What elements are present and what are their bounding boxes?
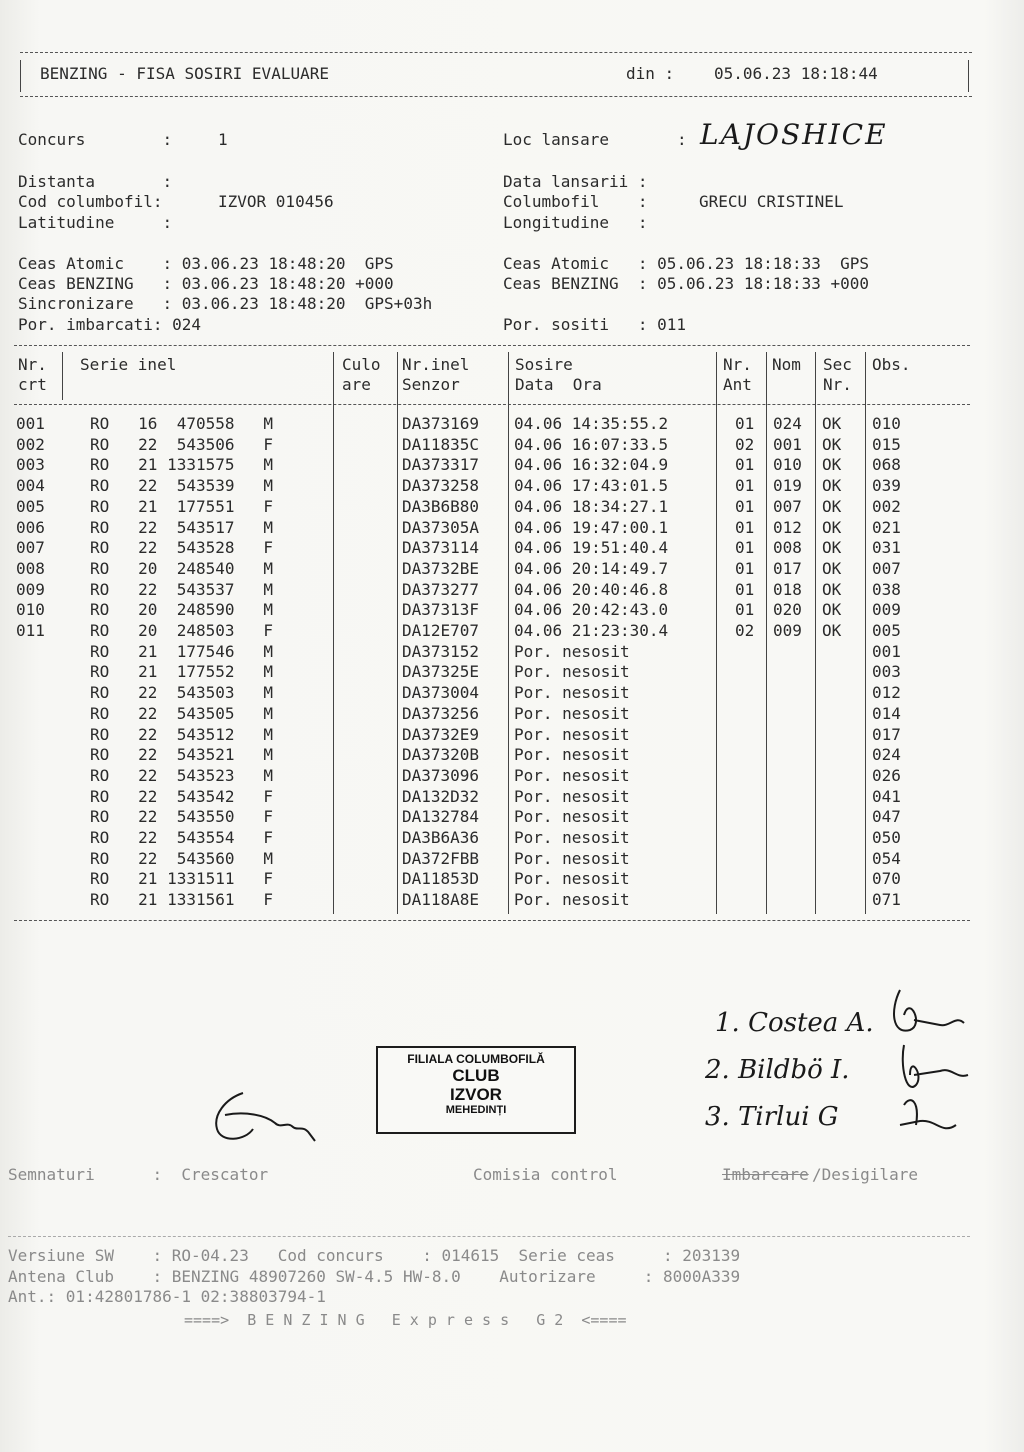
row-senzor: DA373317 xyxy=(402,455,480,475)
row-senzor: DA373096 xyxy=(402,765,480,785)
row-sec: OK xyxy=(822,600,842,620)
col-divider-nr xyxy=(62,352,63,400)
row-nr: 011 xyxy=(16,621,45,640)
table-row xyxy=(0,518,1024,539)
row-nom: 007 xyxy=(773,496,802,516)
row-sosire: Por. nesosit xyxy=(514,828,630,847)
concurs-value: 1 xyxy=(218,130,228,149)
latitudine-label: Latitudine : xyxy=(18,213,173,232)
row-nr: 009 xyxy=(16,579,45,599)
comisia-control: Comisia control xyxy=(473,1165,618,1184)
row-serie-inel: RO 21 177552 M xyxy=(90,662,274,682)
row-senzor: DA37313F xyxy=(402,600,480,620)
row-obs: 070 xyxy=(872,869,901,889)
versiune-sw-line: Versiune SW : RO-04.23 Cod concurs : 014615 Serie ceas : 203139 xyxy=(8,1246,741,1265)
row-obs: 054 xyxy=(872,848,901,868)
row-sec: OK xyxy=(822,455,842,475)
row-senzor: DA3B6B80 xyxy=(402,496,480,516)
row-nr: 006 xyxy=(16,517,45,537)
header-nom: Nom xyxy=(772,355,801,374)
document-title: BENZING - FISA SOSIRI EVALUARE xyxy=(40,64,329,83)
table-row xyxy=(0,828,1024,849)
row-nom: 019 xyxy=(773,476,802,496)
header-obs: Obs. xyxy=(872,355,911,374)
longitudine-label: Longitudine : xyxy=(503,213,648,232)
row-serie-inel: RO 22 543528 F xyxy=(90,538,274,558)
row-nom: 012 xyxy=(773,517,802,537)
row-sosire: 04.06 19:51:40.4 xyxy=(514,538,669,558)
row-serie-inel: RO 22 543506 F xyxy=(90,434,274,454)
stamp-line-filiala: FILIALA COLUMBOFILĂ xyxy=(407,1052,545,1066)
row-sosire: 04.06 16:07:33.5 xyxy=(514,434,669,454)
porumbei-sositi: Por. sositi : 011 xyxy=(503,315,687,334)
columbofil-label: Columbofil : xyxy=(503,192,648,211)
table-row xyxy=(0,435,1024,456)
row-serie-inel: RO 21 1331561 F xyxy=(90,890,274,910)
row-nom: 008 xyxy=(773,538,802,558)
row-nr-ant: 01 xyxy=(735,538,755,558)
row-senzor: DA37320B xyxy=(402,745,480,765)
row-serie-inel: RO 22 543539 M xyxy=(90,476,274,496)
row-obs: 007 xyxy=(872,558,901,578)
row-obs: 038 xyxy=(872,579,901,599)
row-nr-ant: 02 xyxy=(735,621,755,640)
row-sosire: Por. nesosit xyxy=(514,662,630,682)
row-nom: 001 xyxy=(773,434,802,454)
row-sec: OK xyxy=(822,621,842,640)
header-ant: Ant xyxy=(723,375,752,394)
row-sosire: Por. nesosit xyxy=(514,703,630,723)
row-serie-inel: RO 16 470558 M xyxy=(90,414,274,433)
row-serie-inel: RO 22 543542 F xyxy=(90,786,274,806)
row-senzor: DA12E707 xyxy=(402,621,480,640)
ceas-atomic-end: Ceas Atomic : 05.06.23 18:18:33 GPS xyxy=(503,254,870,273)
row-obs: 003 xyxy=(872,662,901,682)
row-sosire: 04.06 14:35:55.2 xyxy=(514,414,669,433)
row-sosire: 04.06 21:23:30.4 xyxy=(514,621,669,640)
table-row xyxy=(0,455,1024,476)
table-bottom-border xyxy=(14,920,970,921)
row-senzor: DA373114 xyxy=(402,538,480,558)
row-senzor: DA37305A xyxy=(402,517,480,537)
row-nr: 004 xyxy=(16,476,45,496)
row-nr-ant: 01 xyxy=(735,579,755,599)
row-sosire: 04.06 20:40:46.8 xyxy=(514,579,669,599)
row-senzor: DA372FBB xyxy=(402,848,480,868)
loc-lansare-label: Loc lansare xyxy=(503,130,609,149)
row-sosire: 04.06 19:47:00.1 xyxy=(514,517,669,537)
row-nr-ant: 01 xyxy=(735,476,755,496)
row-sosire: Por. nesosit xyxy=(514,745,630,765)
ceas-benzing-end: Ceas BENZING : 05.06.23 18:18:33 +000 xyxy=(503,274,870,293)
footer-divider xyxy=(8,1236,970,1237)
row-senzor: DA373277 xyxy=(402,579,480,599)
row-obs: 021 xyxy=(872,517,901,537)
row-serie-inel: RO 21 177546 M xyxy=(90,641,274,661)
header-sosire: Sosire xyxy=(515,355,573,374)
header-data-ora: Data Ora xyxy=(515,375,602,394)
table-top-border xyxy=(14,345,970,346)
row-sosire: 04.06 16:32:04.9 xyxy=(514,455,669,475)
row-sec: OK xyxy=(822,496,842,516)
row-sosire: 04.06 18:34:27.1 xyxy=(514,496,669,516)
header-serie-inel: Serie inel xyxy=(80,355,177,374)
row-serie-inel: RO 21 177551 F xyxy=(90,496,274,516)
row-nr: 003 xyxy=(16,455,45,475)
row-nom: 020 xyxy=(773,600,802,620)
row-serie-inel: RO 22 543523 M xyxy=(90,765,274,785)
table-row xyxy=(0,414,1024,435)
row-senzor: DA11835C xyxy=(402,434,480,454)
row-sec: OK xyxy=(822,414,842,433)
row-obs: 041 xyxy=(872,786,901,806)
header-nr-ant: Nr. xyxy=(723,355,752,374)
row-senzor: DA132784 xyxy=(402,807,480,827)
stamp-line-club: CLUB xyxy=(452,1066,500,1085)
stamp-line-izvor: IZVOR xyxy=(450,1085,502,1104)
table-row xyxy=(0,766,1024,787)
benzing-express-brand: ====> B E N Z I N G E x p r e s s G 2 <==== xyxy=(184,1311,627,1329)
header-nr: Nr. xyxy=(18,355,47,374)
columbofil-value: GRECU CRISTINEL xyxy=(699,192,844,211)
row-obs: 047 xyxy=(872,807,901,827)
table-row xyxy=(0,580,1024,601)
row-obs: 014 xyxy=(872,703,901,723)
row-senzor: DA132D32 xyxy=(402,786,480,806)
header-nr-inel: Nr.inel xyxy=(402,355,470,374)
header-date-value: 05.06.23 18:18:44 xyxy=(714,64,878,83)
row-sosire: Por. nesosit xyxy=(514,786,630,806)
commission-initials-scribble xyxy=(880,975,980,1155)
table-row xyxy=(0,890,1024,911)
header-top-border xyxy=(20,52,972,53)
row-senzor: DA373004 xyxy=(402,683,480,703)
row-nr-ant: 01 xyxy=(735,455,755,475)
row-nom: 010 xyxy=(773,455,802,475)
row-serie-inel: RO 20 248540 M xyxy=(90,558,274,578)
cod-columbofil-value: IZVOR 010456 xyxy=(218,192,334,211)
row-obs: 017 xyxy=(872,724,901,744)
table-row xyxy=(0,704,1024,725)
row-obs: 001 xyxy=(872,641,901,661)
row-serie-inel: RO 21 1331575 M xyxy=(90,455,274,475)
row-senzor: DA373169 xyxy=(402,414,480,433)
row-nr-ant: 01 xyxy=(735,517,755,537)
row-sosire: Por. nesosit xyxy=(514,807,630,827)
row-obs: 009 xyxy=(872,600,901,620)
row-serie-inel: RO 22 543521 M xyxy=(90,745,274,765)
table-row xyxy=(0,476,1024,497)
table-row xyxy=(0,787,1024,808)
row-serie-inel: RO 22 543550 F xyxy=(90,807,274,827)
desigilare: /Desigilare xyxy=(812,1165,918,1184)
row-nom: 024 xyxy=(773,414,802,433)
row-senzor: DA373152 xyxy=(402,641,480,661)
row-nr: 010 xyxy=(16,600,45,620)
header-left-border xyxy=(20,60,21,92)
row-senzor: DA11853D xyxy=(402,869,480,889)
row-nr-ant: 01 xyxy=(735,600,755,620)
data-lansarii-label: Data lansarii : xyxy=(503,172,648,191)
row-serie-inel: RO 22 543517 M xyxy=(90,517,274,537)
row-serie-inel: RO 20 248590 M xyxy=(90,600,274,620)
row-obs: 012 xyxy=(872,683,901,703)
row-obs: 071 xyxy=(872,890,901,910)
header-sec: Sec xyxy=(823,355,852,374)
row-nr-ant: 01 xyxy=(735,414,755,433)
row-obs: 015 xyxy=(872,434,901,454)
imbarcare-struck: Imbarcare xyxy=(722,1165,809,1184)
commission-signature-1: 1. Costea A. xyxy=(715,1008,874,1038)
loc-lansare-handwritten: LAJOSHICE xyxy=(700,118,888,151)
row-senzor: DA373256 xyxy=(402,703,480,723)
stamp-line-mehedinti: MEHEDINȚI xyxy=(445,1104,507,1116)
row-sec: OK xyxy=(822,434,842,454)
ceas-benzing-start: Ceas BENZING : 03.06.23 18:48:20 +000 xyxy=(18,274,394,293)
ceas-atomic-start: Ceas Atomic : 03.06.23 18:48:20 GPS xyxy=(18,254,394,273)
row-nom: 017 xyxy=(773,558,802,578)
crescator-signature xyxy=(205,1085,320,1155)
row-nom: 018 xyxy=(773,579,802,599)
row-senzor: DA118A8E xyxy=(402,890,480,910)
table-row xyxy=(0,807,1024,828)
row-obs: 026 xyxy=(872,765,901,785)
table-row xyxy=(0,538,1024,559)
row-sosire: Por. nesosit xyxy=(514,890,630,910)
table-row xyxy=(0,497,1024,518)
antena-club-line: Antena Club : BENZING 48907260 SW-4.5 HW-8.0 Autorizare : 8000A339 xyxy=(8,1267,741,1286)
row-nr: 007 xyxy=(16,538,45,558)
row-nr-ant: 02 xyxy=(735,434,755,454)
row-senzor: DA37325E xyxy=(402,662,480,682)
loc-lansare-colon: : xyxy=(677,130,687,149)
table-row xyxy=(0,725,1024,746)
table-row xyxy=(0,600,1024,621)
row-obs: 031 xyxy=(872,538,901,558)
row-obs: 005 xyxy=(872,621,901,640)
row-serie-inel: RO 22 543512 M xyxy=(90,724,274,744)
row-sec: OK xyxy=(822,579,842,599)
commission-signature-3: 3. Tirlui G xyxy=(705,1102,839,1132)
row-obs: 068 xyxy=(872,455,901,475)
row-sosire: Por. nesosit xyxy=(514,641,630,661)
row-sosire: Por. nesosit xyxy=(514,848,630,868)
row-obs: 050 xyxy=(872,828,901,847)
antenna-ids-line: Ant.: 01:42801786-1 02:38803794-1 xyxy=(8,1287,326,1306)
table-row xyxy=(0,662,1024,683)
header-bottom-border xyxy=(20,96,972,97)
row-senzor: DA3732BE xyxy=(402,558,480,578)
distanta-label: Distanta : xyxy=(18,172,173,191)
row-obs: 002 xyxy=(872,496,901,516)
row-sec: OK xyxy=(822,538,842,558)
row-serie-inel: RO 22 543554 F xyxy=(90,828,274,847)
club-stamp xyxy=(376,1046,576,1134)
table-row xyxy=(0,621,1024,642)
header-culoare-1: Culo xyxy=(342,355,381,374)
row-obs: 024 xyxy=(872,745,901,765)
table-row xyxy=(0,683,1024,704)
row-sec: OK xyxy=(822,558,842,578)
header-culoare-2: are xyxy=(342,375,371,394)
row-nr: 005 xyxy=(16,496,45,516)
row-serie-inel: RO 22 543505 M xyxy=(90,703,274,723)
header-senzor: Senzor xyxy=(402,375,460,394)
semnaturi-crescator: Semnaturi : Crescator xyxy=(8,1165,269,1184)
row-sosire: 04.06 20:42:43.0 xyxy=(514,600,669,620)
row-nr-ant: 01 xyxy=(735,558,755,578)
row-sosire: Por. nesosit xyxy=(514,765,630,785)
table-row xyxy=(0,559,1024,580)
header-crt: crt xyxy=(18,375,47,394)
row-obs: 010 xyxy=(872,414,901,433)
row-sosire: Por. nesosit xyxy=(514,869,630,889)
table-row xyxy=(0,745,1024,766)
table-row xyxy=(0,642,1024,663)
sincronizare: Sincronizare : 03.06.23 18:48:20 GPS+03h xyxy=(18,294,433,313)
row-nr: 001 xyxy=(16,414,45,433)
row-nom: 009 xyxy=(773,621,802,640)
header-date-label: din : xyxy=(626,64,675,83)
table-row xyxy=(0,849,1024,870)
row-serie-inel: RO 22 543503 M xyxy=(90,683,274,703)
row-serie-inel: RO 22 543560 M xyxy=(90,848,274,868)
row-sosire: 04.06 17:43:01.5 xyxy=(514,476,669,496)
row-nr: 008 xyxy=(16,558,45,578)
row-sosire: Por. nesosit xyxy=(514,683,630,703)
row-nr: 002 xyxy=(16,434,45,454)
row-sec: OK xyxy=(822,517,842,537)
row-serie-inel: RO 20 248503 F xyxy=(90,621,274,640)
table-header-divider xyxy=(14,404,970,405)
porumbei-imbarcati: Por. imbarcati: 024 xyxy=(18,315,202,334)
row-sosire: Por. nesosit xyxy=(514,724,630,744)
row-senzor: DA373258 xyxy=(402,476,480,496)
row-serie-inel: RO 22 543537 M xyxy=(90,579,274,599)
row-sec: OK xyxy=(822,476,842,496)
commission-signature-2: 2. Bildbö I. xyxy=(705,1055,850,1085)
row-senzor: DA3B6A36 xyxy=(402,828,480,847)
header-sec-nr: Nr. xyxy=(823,375,852,394)
row-senzor: DA3732E9 xyxy=(402,724,480,744)
header-right-border xyxy=(968,60,969,92)
row-sosire: 04.06 20:14:49.7 xyxy=(514,558,669,578)
row-obs: 039 xyxy=(872,476,901,496)
concurs-label: Concurs : xyxy=(18,130,173,149)
row-nr-ant: 01 xyxy=(735,496,755,516)
cod-columbofil-label: Cod columbofil: xyxy=(18,192,163,211)
table-row xyxy=(0,869,1024,890)
row-serie-inel: RO 21 1331511 F xyxy=(90,869,274,889)
